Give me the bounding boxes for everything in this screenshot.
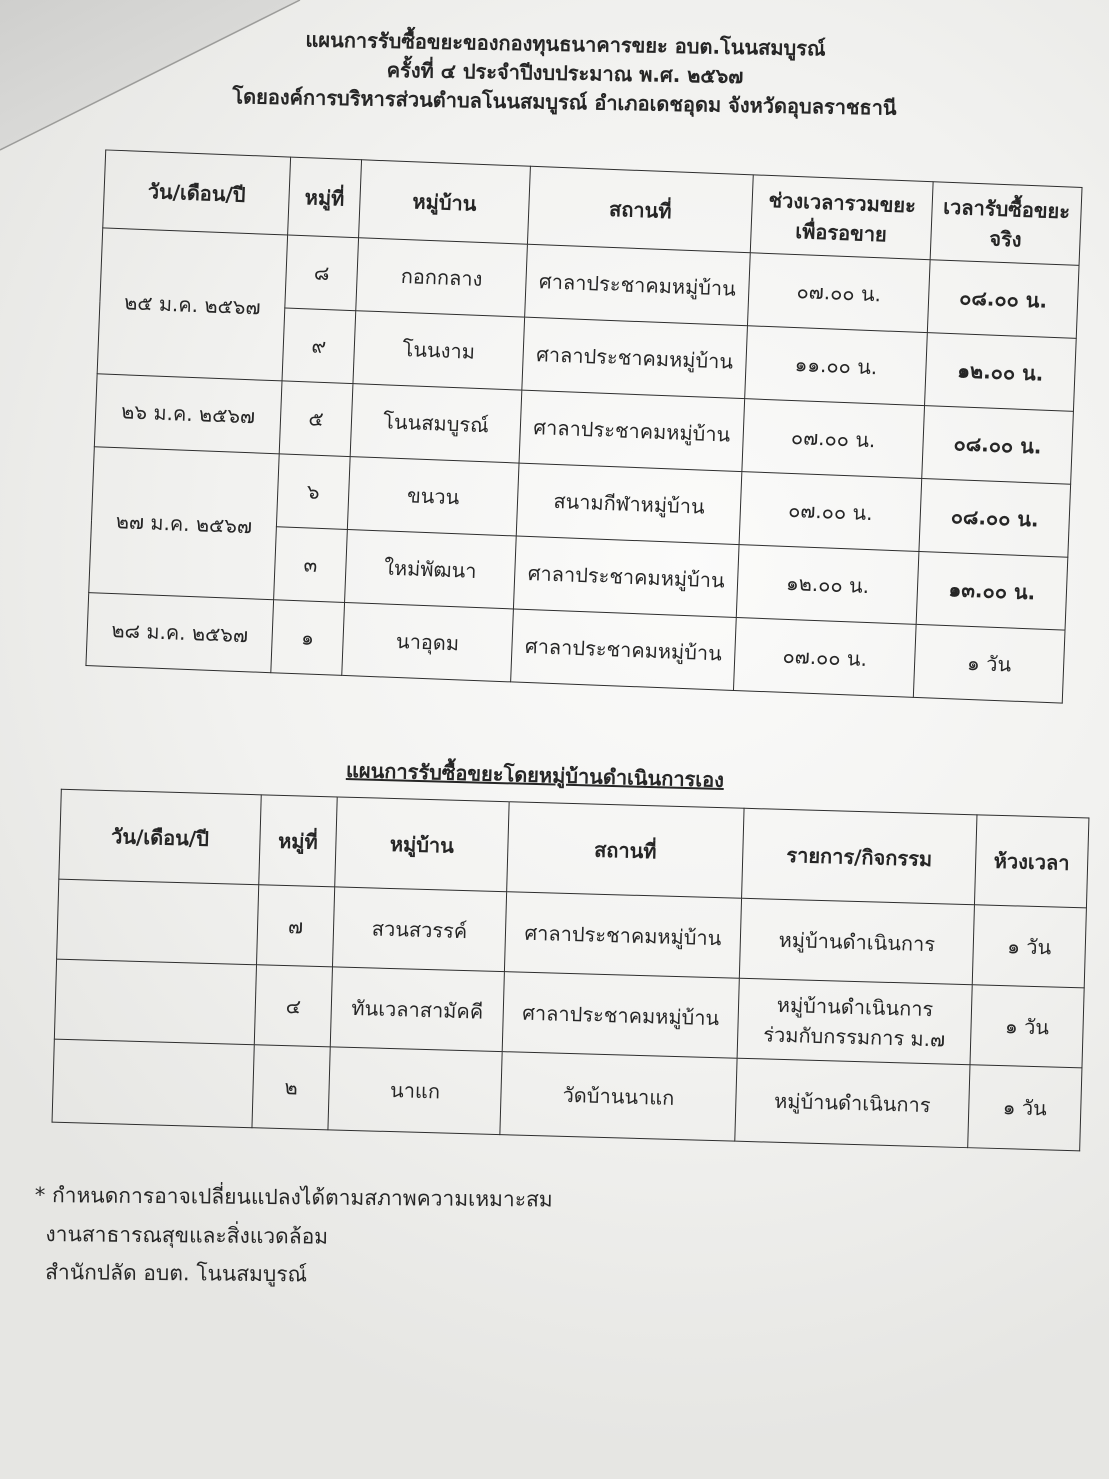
duration-cell: ๑ วัน	[970, 985, 1084, 1068]
header-date: วัน/เดือน/ปี	[59, 789, 261, 885]
moo-cell: ๙	[282, 308, 356, 384]
village-cell: โนนงาม	[353, 311, 525, 390]
activity-line-1: หมู่บ้านดำเนินการ	[773, 1088, 931, 1118]
buy-time-cell: ๑๒.๐๐ น.	[925, 333, 1077, 412]
place-cell: วัดบ้านนาแก	[500, 1052, 737, 1142]
buy-time-cell: ๐๘.๐๐ น.	[922, 406, 1074, 485]
header-collect-time-line-1: ช่วงเวลารวมขยะ	[768, 187, 917, 218]
village-cell: ใหม่พัฒนา	[345, 530, 517, 609]
header-date: วัน/เดือน/ปี	[103, 150, 291, 235]
self-managed-table-frame	[52, 789, 1089, 1151]
header-buy-time-line-2: จริง	[988, 225, 1023, 252]
date-cell-empty	[54, 959, 256, 1045]
buy-time-cell: ๑๓.๐๐ น.	[916, 551, 1068, 630]
footer-department: งานสาธารณสุขและสิ่งแวดล้อม	[45, 1221, 329, 1249]
moo-cell: ๒	[252, 1045, 330, 1130]
header-buy-time-line-1: เวลารับซื้อขยะ	[942, 194, 1071, 224]
collect-time-cell: ๐๗.๐๐ น.	[733, 618, 916, 698]
header-collect-time-line-2: เพื่อรอขาย	[794, 218, 888, 246]
collect-time-cell: ๑๒.๐๐ น.	[736, 545, 919, 625]
date-cell-empty	[52, 1039, 254, 1128]
document-title	[109, 22, 1020, 125]
place-cell: ศาลาประชาคมหมู่บ้าน	[522, 317, 748, 399]
place-cell: ศาลาประชาคมหมู่บ้าน	[511, 609, 737, 691]
village-cell: นาอุดม	[342, 602, 514, 681]
schedule-table-frame	[85, 149, 1081, 702]
date-cell-empty	[57, 879, 259, 965]
village-cell: ขนวน	[347, 457, 519, 536]
place-cell: ศาลาประชาคมหมู่บ้าน	[519, 390, 745, 472]
date-cell: ๒๖ ม.ค. ๒๕๖๗	[94, 374, 282, 454]
title-line-3: โดยองค์การบริหารส่วนตำบลโนนสมบูรณ์ อำเภอเดชอุดม จังหวัดอุบลราชธานี	[232, 84, 897, 120]
activity-cell	[737, 978, 972, 1064]
buy-time-cell: ๐๘.๐๐ น.	[927, 260, 1079, 339]
duration-cell: ๑ วัน	[968, 1065, 1082, 1151]
date-cell: ๒๘ ม.ค. ๒๕๖๗	[86, 593, 274, 673]
moo-cell: ๕	[279, 381, 353, 457]
village-cell: โนนสมบูรณ์	[350, 384, 522, 463]
buy-time-cell: ๑ วัน	[913, 624, 1065, 703]
schedule-table	[85, 149, 1082, 703]
place-cell: สนามกีฬาหมู่บ้าน	[516, 463, 742, 545]
buy-time-cell: ๐๘.๐๐ น.	[919, 479, 1071, 558]
header-collect-time	[750, 175, 933, 260]
document-footer	[34, 1176, 655, 1297]
header-village: หมู่บ้าน	[335, 797, 509, 892]
collect-time-cell: ๐๗.๐๐ น.	[742, 399, 925, 479]
header-buy-time	[930, 182, 1082, 266]
header-place: สถานที่	[527, 166, 753, 253]
moo-cell: ๔	[254, 965, 332, 1047]
moo-cell: ๘	[285, 235, 359, 311]
moo-cell: ๓	[274, 527, 348, 603]
header-duration: ห้วงเวลา	[974, 815, 1088, 908]
place-cell: ศาลาประชาคมหมู่บ้าน	[502, 972, 739, 1059]
header-activity: รายการ/กิจกรรม	[742, 808, 977, 904]
collect-time-cell: ๐๗.๐๐ น.	[739, 472, 922, 552]
moo-cell: ๗	[257, 885, 335, 967]
activity-cell	[735, 1058, 970, 1147]
date-cell: ๒๕ ม.ค. ๒๕๖๗	[97, 228, 287, 381]
date-cell: ๒๗ ม.ค. ๒๕๖๗	[89, 447, 279, 600]
self-managed-table	[52, 789, 1090, 1152]
village-cell: สวนสวรรค์	[332, 887, 506, 972]
activity-cell	[739, 898, 974, 984]
duration-cell: ๑ วัน	[972, 905, 1086, 988]
header-place: สถานที่	[507, 802, 744, 899]
place-cell: ศาลาประชาคมหมู่บ้าน	[525, 244, 751, 326]
header-moo: หมู่ที่	[288, 157, 362, 238]
place-cell: ศาลาประชาคมหมู่บ้าน	[513, 536, 739, 618]
header-moo: หมู่ที่	[259, 795, 337, 887]
title-line-2: ครั้งที่ ๔ ประจำปีงบประมาณ พ.ศ. ๒๕๖๗	[386, 57, 744, 89]
collect-time-cell: ๑๑.๐๐ น.	[745, 326, 928, 406]
collect-time-cell: ๐๗.๐๐ น.	[747, 253, 930, 333]
activity-line-1: หมู่บ้านดำเนินการ	[776, 992, 934, 1021]
footer-office: สำนักปลัด อบต. โนนสมบูรณ์	[45, 1260, 308, 1287]
moo-cell: ๑	[271, 600, 345, 676]
title-line-1: แผนการรับซื้อขยะของกองทุนธนาคารขยะ อบต.โนนสมบูรณ์	[305, 27, 826, 61]
village-cell: นาแก	[328, 1047, 502, 1135]
village-cell: ทันเวลาสามัคคี	[330, 967, 504, 1052]
header-village: หมู่บ้าน	[359, 160, 531, 244]
place-cell: ศาลาประชาคมหมู่บ้าน	[504, 892, 741, 979]
moo-cell: ๖	[276, 454, 350, 530]
footer-note: * กำหนดการอาจเปลี่ยนแปลงได้ตามสภาพความเหมาะสม	[34, 1182, 553, 1212]
activity-line-1: หมู่บ้านดำเนินการ	[778, 927, 936, 956]
self-managed-heading: แผนการรับซื้อขยะโดยหมู่บ้านดำเนินการเอง	[345, 758, 725, 792]
activity-line-2: ร่วมกับกรรมการ ม.๗	[763, 1021, 946, 1051]
village-cell: กอกกลาง	[356, 238, 528, 317]
